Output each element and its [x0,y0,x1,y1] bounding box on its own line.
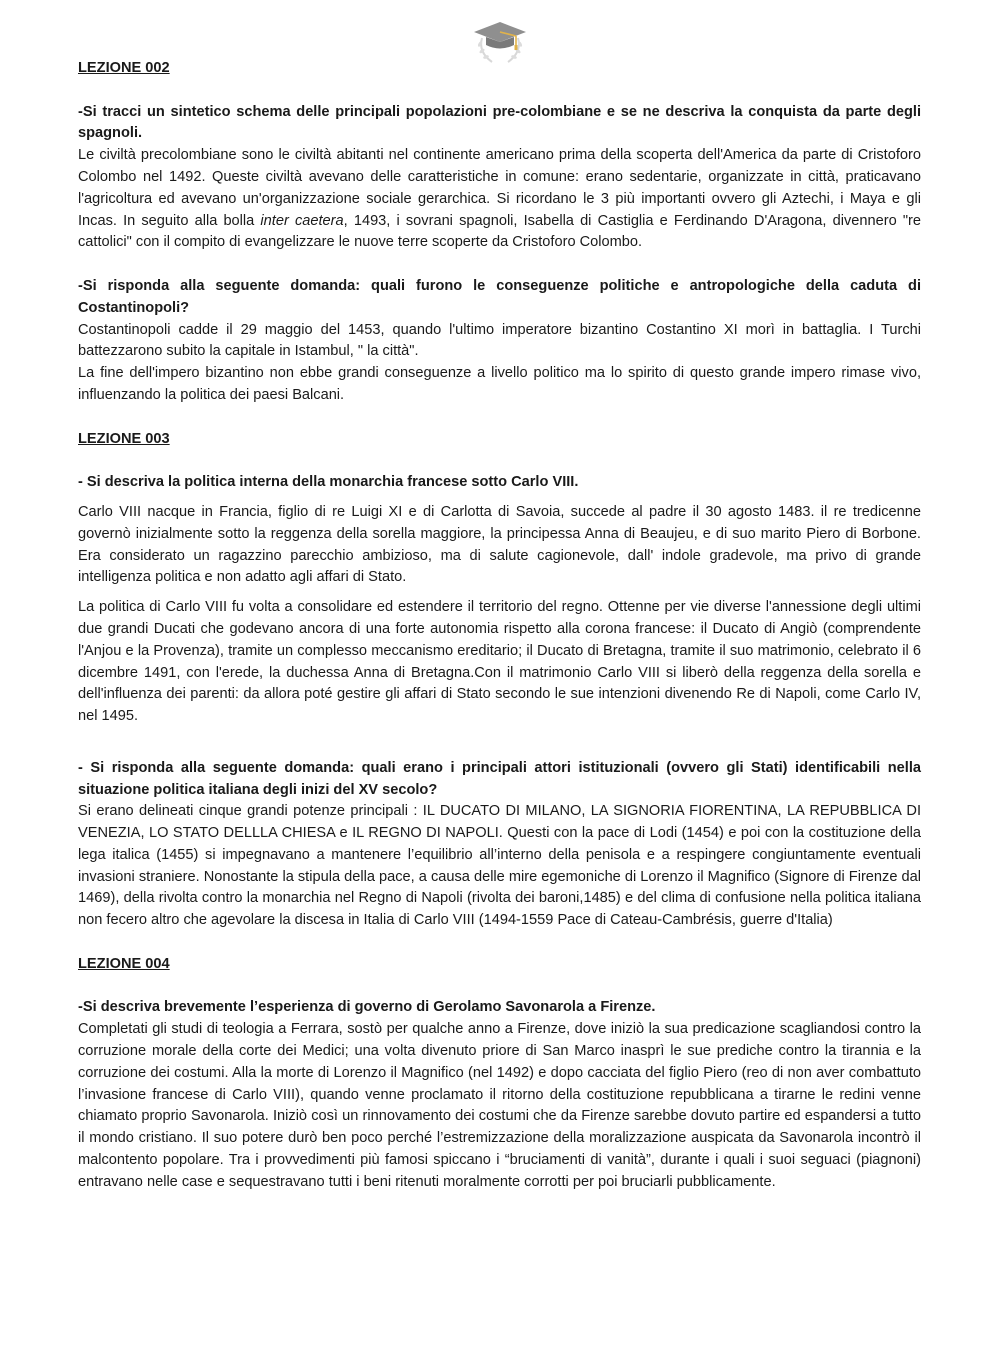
lesson-004-question-1: -Si descriva brevemente l’esperienza di governo di Gerolamo Savonarola a Firenze. [78,999,656,1016]
lesson-002-answer-1 [78,145,921,254]
lesson-003-answer-2: Si erano delineati cinque grandi potenze principali : IL DUCATO DI MILANO, LA SIGNORIA FIORENTINA, LA REPUBBLICA DI VENEZIA, LO STATO DELLLA CHIESA e IL REGNO DI NAPOLI. Questi con la pace di Lodi (1454) e poi con la costituzione della lega italica (1455) si impegnavano a mantenere l’equilibrio all’interno della penisola e a respingere congiuntamente eventuali invasioni straniere. Nonostante la stipula della pace, a causa delle mire egemoniche di Lorenzo il Magnifico (Signore di Firenze dal 1469), della rivolta contro la monarchia nel Regno di Napoli (rivolta dei baroni,1485) e del clima di confusione nella politica italiana non fecero altro che agevolare la discesa in Italia di Carlo VIII (1494-1559 Pace di Cateau-Cambrésis, guerre d'Italia) [78,803,921,929]
lesson-002-question-2: -Si risponda alla seguente domanda: quali furono le conseguenze politiche e antropologiche della caduta di Costantinopoli? [78,277,921,316]
answer-italic-text: inter caetera [260,212,344,229]
lesson-003-heading: LEZIONE 003 [78,430,170,447]
lesson-002-answer-2b: La fine dell'impero bizantino non ebbe grandi conseguenze a livello politico ma lo spirito di questo grande impero rimase vivo, influenzando la politica dei paesi Balcani. [78,365,921,403]
lesson-003-answer-1a: Carlo VIII nacque in Francia, figlio di re Luigi XI e di Carlotta di Savoia, succede al padre il 30 agosto 1483. il re tredicenne governò inizialmente sotto la reggenza della sorella maggiore, la principessa Anna di Beaujeu, e di suo marito Piero di Borbone. Era considerato un ragazzino parecchio ambizioso, ma di salute cagionevole, dall' indole gradevole, ma privo di grande intelligenza politica e non adatto agli affari di Stato. [78,503,921,586]
lesson-004-heading: LEZIONE 004 [78,955,170,972]
answer-text: Le civiltà precolombiane sono le civiltà abitanti nel continente americano prima della scoperta dell'America da parte di Cristoforo Colombo nel 1492. Queste civiltà avevano delle caratteristiche in comune: erano sedentarie, organizzate in città, praticavano l'agricoltura ed avevano un'organizzazione sociale gerarchica. Si ricordano le 3 più importanti ovvero gli Aztechi, i Maya e gli Incas. In seguito alla bolla [78,147,921,229]
lesson-002-answer-2a: Costantinopoli cadde il 29 maggio del 1453, quando l'ultimo imperatore bizantino Costantino XI morì in battaglia. I Turchi battezzarono subito la capitale in Istambul, " la città". [78,321,921,360]
lesson-003-answer-1b: La politica di Carlo VIII fu volta a consolidare ed estendere il territorio del regno. Ottenne per vie diverse l'annessione degli ultimi due grandi Ducati che godevano ancora di una forte autonomia rispetto alla corona francese: il Ducato di Angiò (comprendente l'Anjou e la Provenza), tramite un complesso meccanismo ereditario; il Ducato di Bretagna, tramite il suo matrimonio, celebrato il 6 dicembre 1491, con l'erede, la duchessa Anna di Bretagna.Con il matrimonio Carlo VIII si liberò della reggenza della sorella e dell'influenza dei parenti: da allora poté gestire gli affari di Stato secondo le sue intenzioni divenendo Re di Napoli, come Carlo IV, nel 1495. [78,599,921,725]
lesson-003-question-1: - Si descriva la politica interna della monarchia francese sotto Carlo VIII. [78,474,579,491]
lesson-003-question-2: - Si risponda alla seguente domanda: quali erano i principali attori istituzionali (ovvero gli Stati) identificabili nella situazione politica italiana degli inizi del XV secolo? [78,759,921,798]
document-body [78,58,921,1194]
lesson-002-heading: LEZIONE 002 [78,60,170,76]
lesson-004-answer-1: Completati gli studi di teologia a Ferrara, sostò per qualche anno a Firenze, dove iniziò la sua predicazione scagliandosi contro la corruzione morale della corte dei Medici; una volta divenuto priore di San Marco inasprì le sue prediche contro la tirannia e la corruzione dei costumi. Alla la morte di Lorenzo il Magnifico (nel 1492) e dopo cacciata del figlio Piero (reo di non aver combattuto l’invasione francese di Carlo VIII), quando venne proclamato il ritorno della costituzione repubblicana a tirarne le redini venne chiamato proprio Savonarola. Iniziò così un rinnovamento dei costumi che da Firenze sarebbe dovuto partire ed espandersi a tutto il mondo cristiano. Il suo potere durò ben poco perché l’estremizzazione della moralizzazione auspicata da Savonarola incontrò il malcontento popolare. Tra i provvedimenti più famosi spiccano i “bruciamenti di vanità”, durante i quali i suoi seguaci (piagnoni) entravano nelle case e sequestravano tutti i beni ritenuti moralmente corrotti per poi bruciarli pubblicamente. [78,1021,921,1190]
answer-text: , 1493, i sovrani spagnoli, Isabella di Castiglia e Ferdinando D'Aragona, divennero "re cattolici" con il compito di evangelizzare le nuove terre scoperte da Cristoforo Colombo. [78,212,921,251]
lesson-002-question-1: -Si tracci un sintetico schema delle principali popolazioni pre-colombiane e se ne descriva la conquista da parte degli spagnoli. [78,103,921,142]
